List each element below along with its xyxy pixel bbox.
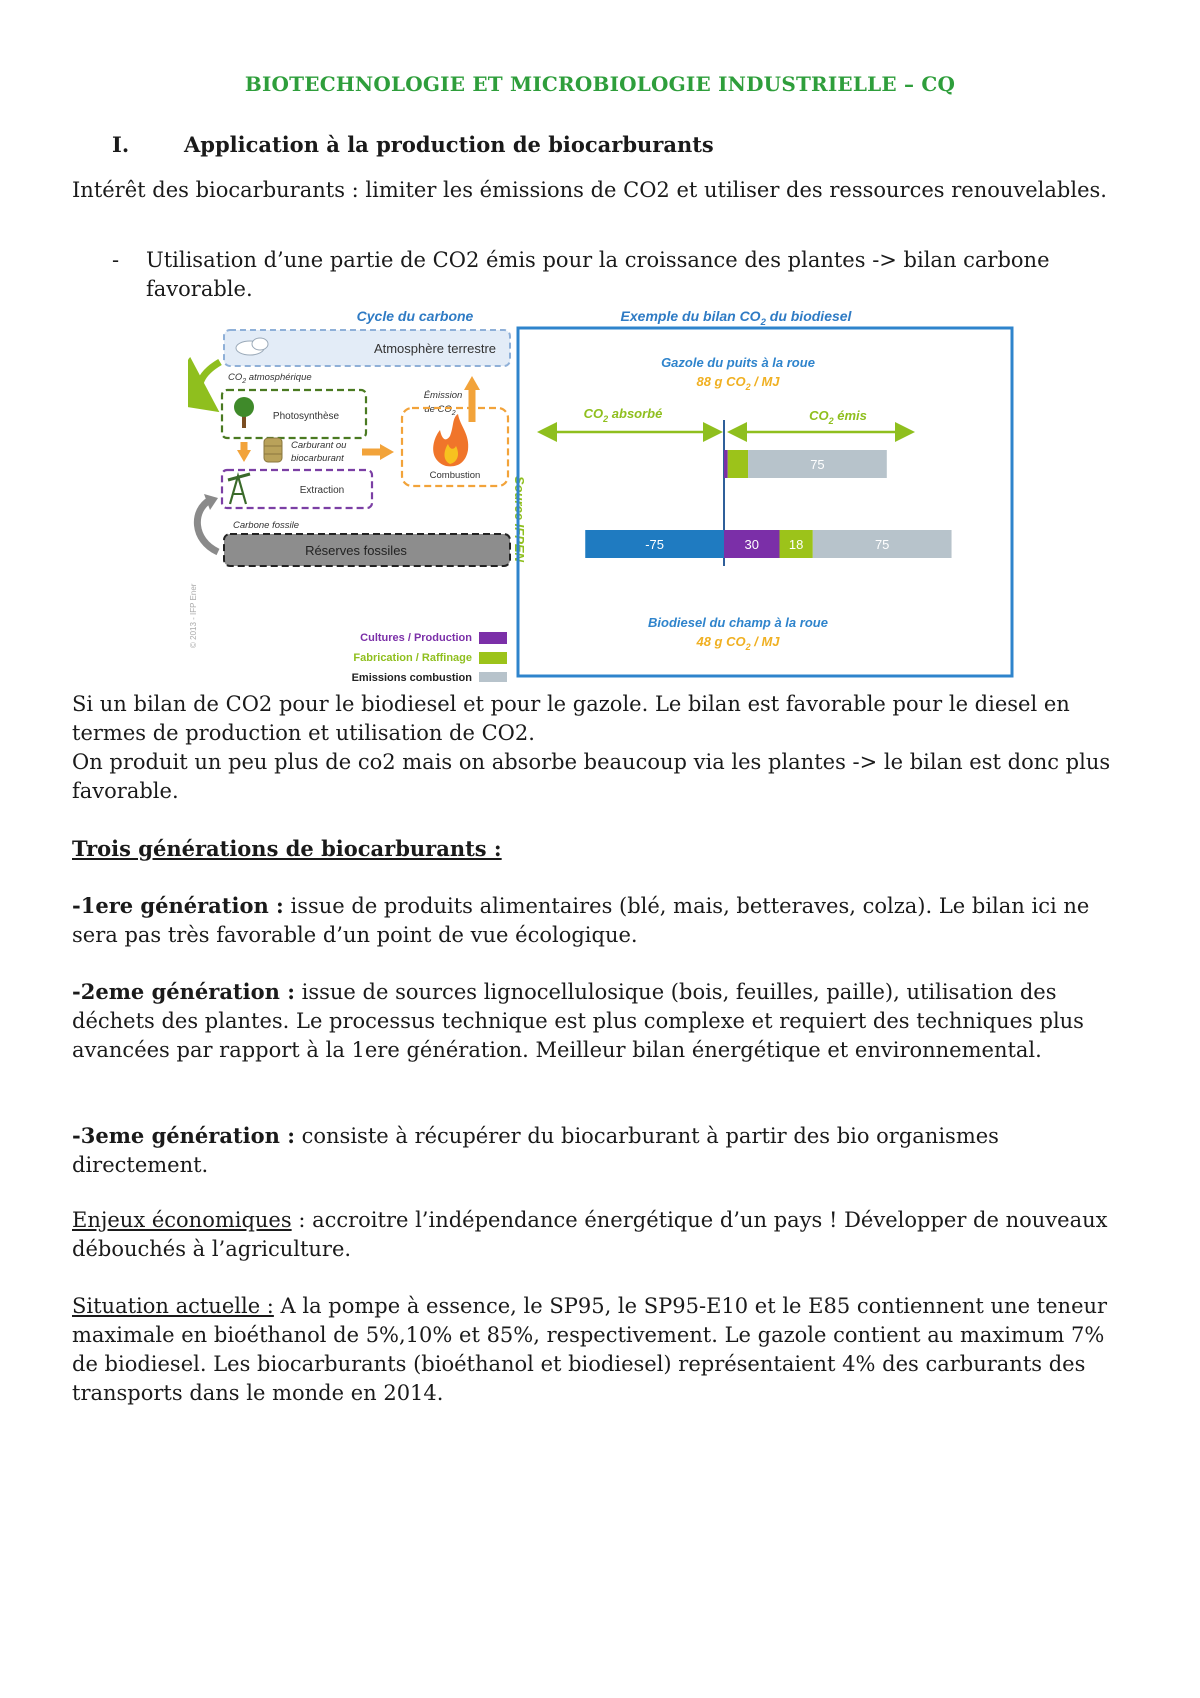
bar-1-label-absorbed: -75 bbox=[645, 537, 665, 552]
bar-1-total: 48 g $CO_2$ / MJ bbox=[696, 634, 780, 652]
generations-heading bbox=[72, 834, 1132, 864]
bullet-item bbox=[112, 246, 1132, 304]
emission-label-line2: de $CO_2$ bbox=[424, 404, 456, 417]
gen2-paragraph bbox=[72, 977, 1132, 1065]
bullet-dash: - bbox=[112, 248, 120, 272]
absorbed-label: $CO_2$ absorbé bbox=[583, 406, 663, 424]
bar-0-label-combustion: 75 bbox=[810, 457, 825, 472]
chart-legend bbox=[352, 632, 507, 682]
atmosphere-label: Atmosphère terrestre bbox=[373, 341, 497, 356]
gen1-label: -1ere génération : bbox=[72, 893, 284, 918]
co2-atmo-arrow bbox=[199, 362, 220, 404]
paragraph-bilan-1: Si un bilan de CO2 pour le biodiesel et pour le gazole. Le bilan est favorable pour le diesel en termes de production et utilisation de CO2. bbox=[72, 692, 1070, 745]
section-number: I. bbox=[112, 132, 130, 157]
reserves-label: Réserves fossiles bbox=[305, 543, 407, 558]
cycle-title: Cycle du carbone bbox=[356, 308, 474, 324]
bar-0-total: 88 g $CO_2$ / MJ bbox=[696, 374, 780, 392]
enjeux-paragraph bbox=[72, 1206, 1132, 1264]
legend-label-0: Cultures / Production bbox=[360, 632, 472, 644]
co2-atmo-label: $CO_2$ atmosphérique bbox=[228, 372, 312, 385]
chart-title: Exemple du bilan $CO_2$ du biodiesel bbox=[620, 308, 852, 328]
carburant-label-line2: biocarburant bbox=[291, 453, 344, 464]
legend-label-2: Emissions combustion bbox=[351, 672, 472, 682]
carbon-figure-svg bbox=[188, 304, 1018, 682]
section-title: Application à la production de biocarburants bbox=[184, 132, 714, 157]
bar-1-label-cultures: 30 bbox=[744, 537, 759, 552]
situation-paragraph bbox=[72, 1292, 1132, 1408]
carburant-label-line1: Carburant ou bbox=[291, 440, 347, 451]
bar-1-label-combustion: 75 bbox=[874, 537, 890, 552]
gen3-label: -3eme génération : bbox=[72, 1123, 295, 1148]
emission-label-line1: Émission bbox=[423, 390, 463, 401]
legend-swatch-1 bbox=[479, 652, 507, 664]
extraction-label: Extraction bbox=[299, 485, 345, 496]
carbone-fossile-label: Carbone fossile bbox=[233, 520, 300, 531]
photosynthese-label: Photosynthèse bbox=[272, 411, 340, 422]
gen3-paragraph bbox=[72, 1121, 1132, 1180]
legend-swatch-0 bbox=[479, 632, 507, 644]
paragraph-bilan-2: On produit un peu plus de co2 mais on absorbe beaucoup via les plantes -> le bilan est donc plus favorable. bbox=[72, 750, 1111, 803]
situation-text: A la pompe à essence, le SP95, le SP95-E10 et le E85 contiennent une teneur maximale en bioéthanol de 5%,10% et 85%, respectivement. Le gazole contient au maximum 7% de biodiesel. Les biocarburants (bioéthanol et biodiesel) représentaient 4% des carburants des transports dans le monde en 2014. bbox=[72, 1294, 1108, 1405]
document-title: BIOTECHNOLOGIE ET MICROBIOLOGIE INDUSTRIELLE – CQ bbox=[244, 72, 956, 96]
bullet-text: Utilisation d’une partie de CO2 émis pour la croissance des plantes -> bilan carbone favorable. bbox=[146, 248, 1050, 301]
bar-1-label-fabrication: 18 bbox=[788, 537, 804, 552]
bar-0-segment-fabrication bbox=[728, 450, 748, 478]
generations-heading-text: Trois générations de biocarburants : bbox=[72, 836, 502, 861]
intro-paragraph: Intérêt des biocarburants : limiter les émissions de CO2 et utiliser des ressources renouvelables. bbox=[72, 178, 1107, 202]
gen1-text: issue de produits alimentaires (blé, mais, betteraves, colza). Le bilan ici ne sera pas très favorable d’un point de vue écologique. bbox=[72, 894, 1090, 947]
gen2-label: -2eme génération : bbox=[72, 979, 295, 1004]
enjeux-label: Enjeux économiques bbox=[72, 1208, 292, 1232]
bar-1-name: Biodiesel du champ à la roue bbox=[648, 615, 828, 630]
combustion-label: Combustion bbox=[429, 470, 481, 481]
emission-arrow-head bbox=[464, 376, 480, 390]
bar-0-segment-cultures bbox=[724, 450, 728, 478]
section-heading bbox=[112, 132, 714, 157]
emitted-label: $CO_2$ émis bbox=[809, 408, 867, 426]
fossil-arrow bbox=[197, 500, 218, 552]
gen1-paragraph bbox=[72, 891, 1132, 950]
source-label: Source IFPEN bbox=[512, 476, 527, 562]
barrel-icon bbox=[264, 438, 282, 462]
tree-icon bbox=[234, 397, 254, 428]
legend-label-1: Fabrication / Raffinage bbox=[353, 652, 472, 664]
gen3-text: consiste à récupérer du biocarburant à partir des bio organismes directement. bbox=[72, 1124, 999, 1177]
pump-jack-icon bbox=[228, 474, 250, 504]
legend-swatch-2 bbox=[479, 672, 507, 682]
enjeux-text: : accroitre l’indépendance énergétique d’un pays ! Développer de nouveaux débouchés à l’agriculture. bbox=[72, 1208, 1108, 1261]
copyright-label: © 2013 - IFP Ener bbox=[189, 583, 198, 648]
bar-0-name: Gazole du puits à la roue bbox=[661, 355, 815, 370]
carbon-figure bbox=[188, 304, 1018, 682]
situation-label: Situation actuelle : bbox=[72, 1294, 274, 1318]
gen2-text: issue de sources lignocellulosique (bois, feuilles, paille), utilisation des déchets des plantes. Le processus technique est plus complexe et requiert des techniques plus avancées par rapport à la 1ere génération. Meilleur bilan énergétique et environnemental. bbox=[72, 980, 1084, 1062]
chart-bars bbox=[585, 450, 951, 558]
